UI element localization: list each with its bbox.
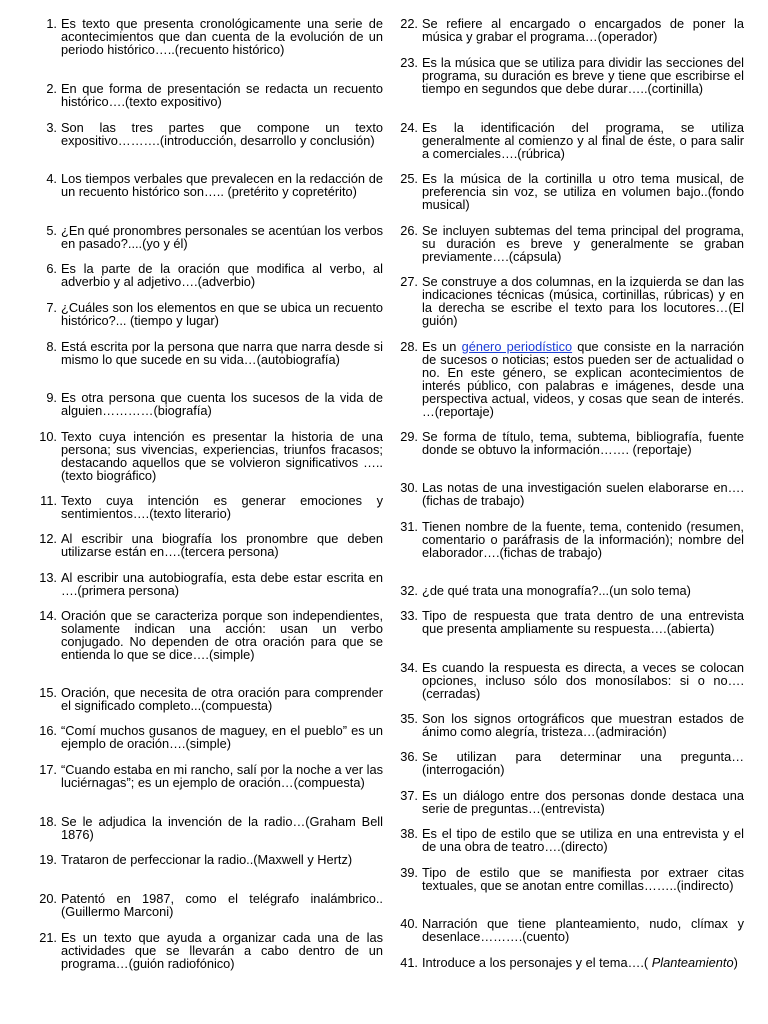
list-item: [33, 815, 383, 841]
item-text: Son los signos ortográficos que muestran estados de ánimo como alegría, tristeza…(admiración): [422, 711, 744, 739]
list-item: [394, 789, 744, 815]
item-number: 1.: [46, 16, 57, 31]
item-number: 36.: [400, 749, 418, 764]
list-item: [394, 430, 744, 456]
item-text: Es la parte de la oración que modifica al verbo, al adverbio y al adjetivo….(adverbio): [61, 261, 383, 289]
item-number: 22.: [400, 16, 418, 31]
list-item: [33, 571, 383, 597]
list-item: [33, 686, 383, 712]
list-item: [33, 609, 383, 661]
item-number: 10.: [39, 429, 57, 444]
item-number: 35.: [400, 711, 418, 726]
item-number: 14.: [39, 608, 57, 623]
list-item: [394, 750, 744, 776]
item-text: Es la música que se utiliza para dividir las secciones del programa, su duración es breve y tiene que escribirse el tiempo en segundos que debe durar…..(cortinilla): [422, 55, 744, 96]
item-text: Los tiempos verbales que prevalecen en la redacción de un recuento histórico son….. (pretérito y copretérito): [61, 171, 383, 199]
list-item: [394, 121, 744, 160]
item-text: Es texto que presenta cronológicamente una serie de acontecimientos que dan cuenta de la evolución de un periodo histórico…..(recuento histórico): [61, 16, 383, 57]
item-text: Oración, que necesita de otra oración para comprender el significado completo...(compuesta): [61, 685, 383, 713]
item-number: 8.: [46, 339, 57, 354]
item-number: 12.: [39, 531, 57, 546]
item-number: 27.: [400, 274, 418, 289]
item-number: 34.: [400, 660, 418, 675]
item-number: 9.: [46, 390, 57, 405]
item-number: 41.: [400, 955, 418, 970]
item-text: Se refiere al encargado o encargados de poner la música y grabar el programa…(operador): [422, 16, 744, 44]
item-number: 19.: [39, 852, 57, 867]
list-item: [33, 301, 383, 327]
item-text: Es cuando la respuesta es directa, a veces se colocan opciones, incluso sólo dos monosílabos: si o no….(cerradas): [422, 660, 744, 701]
left-column: [33, 0, 383, 1024]
item-text: Es el tipo de estilo que se utiliza en una entrevista y el de una obra de teatro….(directo): [422, 826, 744, 854]
list-item: [33, 121, 383, 147]
item-text: “Cuando estaba en mi rancho, salí por la noche a ver las luciérnagas”; es un ejemplo de oración…(compuesta): [61, 762, 383, 790]
italic-answer: Planteamiento: [651, 955, 734, 970]
list-item: [394, 609, 744, 635]
item-text: Se utilizan para determinar una pregunta…(interrogación): [422, 749, 744, 777]
item-text-segment: Introduce a los personajes y el tema….(: [422, 955, 652, 970]
item-number: 15.: [39, 685, 57, 700]
list-item: [394, 520, 744, 559]
right-column: [394, 0, 744, 1024]
item-number: 5.: [46, 223, 57, 238]
item-text: Es otra persona que cuenta los sucesos de la vida de alguien…………(biografía): [61, 390, 383, 418]
list-item: [33, 931, 383, 970]
item-text: “Comí muchos gusanos de maguey, en el pueblo” es un ejemplo de oración….(simple): [61, 723, 383, 751]
list-item: [33, 724, 383, 750]
item-text: Tipo de respuesta que trata dentro de una entrevista que presenta ampliamente su respuesta….(abierta): [422, 608, 744, 636]
item-text-segment: Es un: [422, 339, 462, 354]
item-text: Está escrita por la persona que narra que narra desde si mismo lo que sucede en su vida…(autobiografía): [61, 339, 383, 367]
item-number: 26.: [400, 223, 418, 238]
list-item: [33, 494, 383, 520]
list-item: [394, 275, 744, 327]
item-number: 18.: [39, 814, 57, 829]
item-text: Al escribir una biografía los pronombre que deben utilizarse están en….(tercera persona): [61, 531, 383, 559]
list-item: [394, 172, 744, 211]
list-item: [33, 262, 383, 288]
item-number: 33.: [400, 608, 418, 623]
item-number: 13.: [39, 570, 57, 585]
item-number: 23.: [400, 55, 418, 70]
item-text-segment: que consiste en la narración de sucesos o noticias; estos pueden ser de actualidad o no. En este género, se explican acontecimientos de interés público, con palabras e imágenes, desde una perspectiva actual, videos, y cosas que sean de interés. …(reportaje): [422, 339, 744, 419]
item-number: 7.: [46, 300, 57, 315]
item-text: Se construye a dos columnas, en la izquierda se dan las indicaciones técnicas (música, cortinillas, rúbricas) y en la derecha se escribe el texto para los locutores…(El guión): [422, 274, 744, 328]
item-text: ¿de qué trata una monografía?...(un solo tema): [422, 583, 691, 598]
item-text: [422, 956, 744, 969]
item-text: Se forma de título, tema, subtema, bibliografía, fuente donde se obtuvo la información……. (reportaje): [422, 429, 744, 457]
list-item: [33, 430, 383, 482]
list-item: [394, 866, 744, 892]
genero-periodistico-link[interactable]: género periodístico: [461, 339, 573, 354]
item-text: Se le adjudica la invención de la radio…(Graham Bell 1876): [61, 814, 383, 842]
item-text: Texto cuya intención es generar emociones y sentimientos….(texto literario): [61, 493, 383, 521]
item-text: ¿Cuáles son los elementos en que se ubica un recuento histórico?... (tiempo y lugar): [61, 300, 383, 328]
item-text: Oración que se caracteriza porque son independientes, solamente indican una acción: usan un verbo conjugado. No dependen de otra oración para que se entienda lo que se dice….(simple): [61, 608, 383, 662]
item-text: Al escribir una autobiografía, esta debe estar escrita en ….(primera persona): [61, 570, 383, 598]
list-item: [394, 17, 744, 43]
item-text-segment: ): [733, 955, 738, 970]
list-item: [394, 481, 744, 507]
item-text: Patentó en 1987, como el telégrafo inalámbrico..(Guillermo Marconi): [61, 891, 383, 919]
item-text: Son las tres partes que compone un texto expositivo……….(introducción, desarrollo y conclusión): [61, 120, 383, 148]
item-number: 39.: [400, 865, 418, 880]
item-number: 3.: [46, 120, 57, 135]
item-text: Es un texto que ayuda a organizar cada una de las actividades que se llevarán a cabo dentro de un programa…(guión radiofónico): [61, 930, 383, 971]
list-item: [394, 584, 744, 597]
list-item: [394, 956, 744, 969]
list-item: [33, 340, 383, 366]
item-number: 29.: [400, 429, 418, 444]
item-number: 28.: [400, 339, 418, 354]
item-text: Tienen nombre de la fuente, tema, contenido (resumen, comentario o paráfrasis de la información); nombre del elaborador….(fichas de trabajo): [422, 519, 744, 560]
item-number: 21.: [39, 930, 57, 945]
list-item: [394, 661, 744, 700]
item-number: 20.: [39, 891, 57, 906]
list-item: [33, 224, 383, 250]
item-text: En que forma de presentación se redacta un recuento histórico….(texto expositivo): [61, 81, 383, 109]
item-number: 16.: [39, 723, 57, 738]
item-number: 6.: [46, 261, 57, 276]
list-item: [33, 532, 383, 558]
list-item: [394, 827, 744, 853]
item-number: 30.: [400, 480, 418, 495]
item-text: Las notas de una investigación suelen elaborarse en….(fichas de trabajo): [422, 480, 744, 508]
item-number: 11.: [40, 493, 57, 508]
item-text: Tipo de estilo que se manifiesta por extraer citas textuales, que se anotan entre comillas……..(indirecto): [422, 865, 744, 893]
list-item: [33, 391, 383, 417]
list-item: [33, 892, 383, 918]
item-text: ¿En qué pronombres personales se acentúan los verbos en pasado?....(yo y él): [61, 223, 383, 251]
item-number: 4.: [46, 171, 57, 186]
list-item: [33, 172, 383, 198]
item-number: 32.: [400, 583, 418, 598]
item-text: Es un diálogo entre dos personas donde destaca una serie de preguntas…(entrevista): [422, 788, 744, 816]
list-item: [394, 917, 744, 943]
item-number: 17.: [39, 762, 57, 777]
list-item: [394, 712, 744, 738]
item-text: Es la identificación del programa, se utiliza generalmente al comienzo y al final de éste, o para salir a comerciales….(rúbrica): [422, 120, 744, 161]
item-text: Es la música de la cortinilla u otro tema musical, de preferencia sin voz, se utiliza en volumen bajo..(fondo musical): [422, 171, 744, 212]
list-item: [33, 763, 383, 789]
list-item: [33, 853, 383, 866]
list-item: [33, 82, 383, 108]
item-number: 25.: [400, 171, 418, 186]
list-item: [394, 56, 744, 95]
list-item: [394, 340, 744, 418]
item-text: Texto cuya intención es presentar la historia de una persona; sus vivencias, experiencias, triunfos fracasos; destacando aquellos que se volvieron significativos …..(texto biográfico): [61, 429, 383, 483]
item-text: Trataron de perfeccionar la radio..(Maxwell y Hertz): [61, 852, 353, 867]
list-item: [33, 17, 383, 56]
item-number: 2.: [46, 81, 57, 96]
list-item: [394, 224, 744, 263]
item-text: [422, 340, 744, 418]
item-text: Se incluyen subtemas del tema principal del programa, su duración es breve y generalmente se graban previamente….(cápsula): [422, 223, 744, 264]
item-number: 24.: [400, 120, 418, 135]
item-text: Narración que tiene planteamiento, nudo, clímax y desenlace……….(cuento): [422, 916, 744, 944]
item-number: 31.: [400, 519, 418, 534]
item-number: 40.: [400, 916, 418, 931]
item-number: 38.: [400, 826, 418, 841]
item-number: 37.: [400, 788, 418, 803]
